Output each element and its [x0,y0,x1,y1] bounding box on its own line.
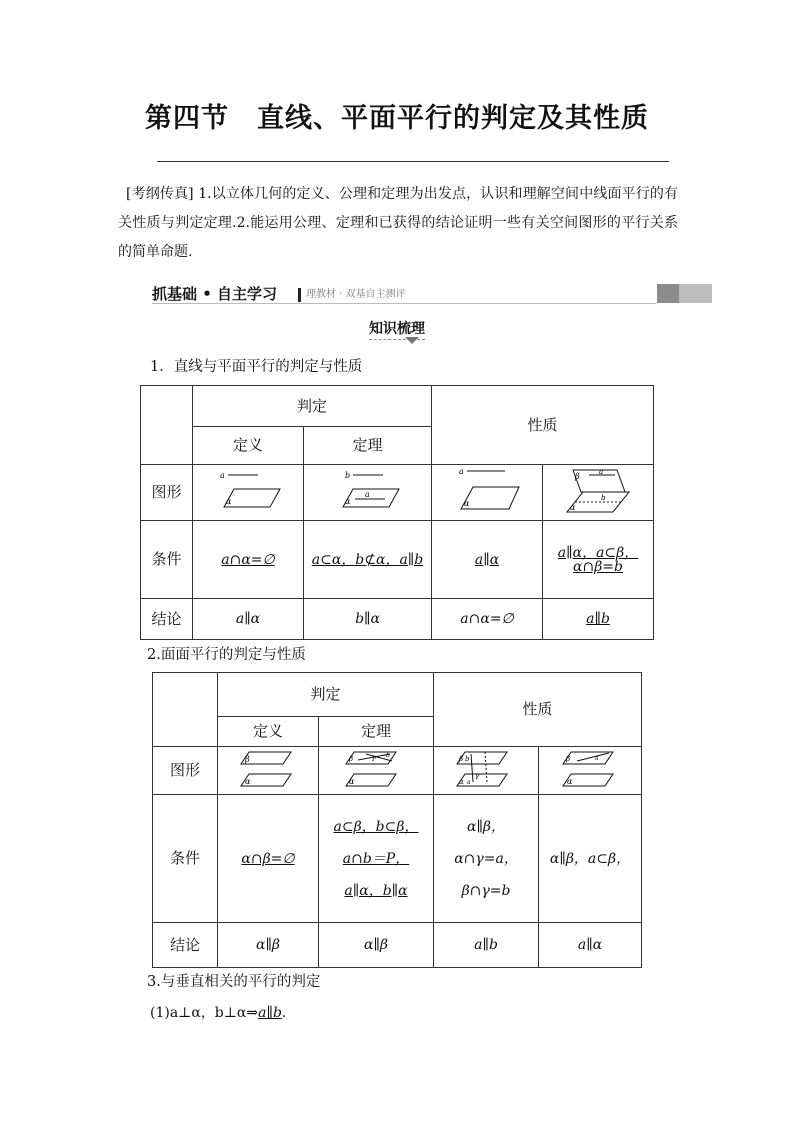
figure-plane-definition [218,747,319,795]
banner-separator [298,288,301,302]
svg-text:β: β [349,755,354,763]
item1-prefix: (1)a⊥α，b⊥α⇒ [150,1005,259,1021]
header-judge: 判定 [218,673,434,717]
section-heading-arrow [405,337,419,344]
table1-heading: 1．直线与平面平行的判定与性质 [150,359,363,375]
cond-property: a∥α，a⊂β， α∩β=b [543,521,654,599]
svg-text:a: a [220,471,225,480]
section-banner [152,284,712,304]
svg-text:α: α [459,778,464,786]
table2-heading: 2.面面平行的判定与性质 [147,647,306,663]
svg-text:β: β [575,472,580,481]
concl-disjoint: a∩α=∅ [432,599,543,640]
svg-text:γ: γ [475,772,480,780]
svg-text:b: b [344,471,350,480]
figure-plane-property-line [539,747,642,795]
section-heading: 知识梳理 [0,318,794,338]
concl-property: a∥b [543,599,654,640]
cond-definition: α∩β=∅ [218,795,319,923]
cond-theorem: a⊂α，b⊄α，a∥b [304,521,432,599]
svg-text:b: b [386,752,390,759]
title-divider [157,161,669,162]
svg-text:α: α [570,503,576,512]
svg-text:b: b [601,494,606,502]
plane-plane-table [152,672,642,968]
syllabus-paragraph [118,180,678,267]
syllabus-label: [考纲传真] [126,186,194,202]
row-label-figure: 图形 [141,465,193,521]
concl-theorem: b∥α [304,599,432,640]
svg-text:α: α [245,777,251,786]
svg-text:a: a [599,468,604,476]
svg-text:P: P [372,756,377,763]
svg-text:β: β [459,755,464,763]
cond-definition: a∩α=∅ [193,521,304,599]
cond-disjoint: a∥α [432,521,543,599]
corner-cell [141,386,193,465]
figure-line-disjoint-plane [432,465,543,521]
row-label-condition: 条件 [141,521,193,599]
section3-item1: (1)a⊥α，b⊥α⇒a∥b. [150,1005,287,1021]
row-label-conclusion: 结论 [153,923,218,968]
svg-text:b: b [465,755,470,763]
svg-text:α: α [226,497,232,506]
figure-plane-theorem [319,747,434,795]
header-theorem: 定理 [319,717,434,747]
row-label-condition: 条件 [153,795,218,923]
concl-theorem: α∥β [319,923,434,968]
header-definition: 定义 [218,717,319,747]
banner-subtitle: 理教材 · 双基自主测评 [306,289,406,300]
cond-property-line: α∥β，a⊂β， [539,795,642,923]
cond-theorem: a⊂β，b⊂β， a∩b＝P， a∥α，b∥α [319,795,434,923]
svg-text:β: β [245,755,250,764]
header-judge: 判定 [193,386,432,427]
banner-block-dark [657,284,679,303]
page-title: 第四节 直线、平面平行的判定及其性质 [145,103,649,134]
svg-text:β: β [566,755,571,763]
svg-text:a: a [595,755,599,762]
item1-answer: a∥b [258,1005,282,1021]
section3-heading: 3.与垂直相关的平行的判定 [147,974,321,990]
svg-text:a: a [467,779,471,786]
syllabus-text: 1.以立体几何的定义、公理和定理为出发点，认识和理解空间中线面平行的有关性质与判定定理.2.能运用公理、定理和已获得的结论证明一些有关空间图形的平行关系的简单命题. [118,186,679,260]
concl-property-gamma: a∥b [434,923,539,968]
figure-line-plane-property [543,465,654,521]
corner-cell [153,673,218,747]
cond-property-gamma: α∥β， α∩γ=a， β∩γ=b [434,795,539,923]
svg-text:α: α [349,777,355,786]
banner-block-light [679,284,712,303]
figure-line-plane-theorem [304,465,432,521]
row-label-figure: 图形 [153,747,218,795]
svg-text:α: α [567,777,573,786]
banner-title: 抓基础 • 自主学习 [152,285,278,303]
header-property: 性质 [432,386,654,465]
header-property: 性质 [434,673,642,747]
svg-text:α: α [344,497,350,506]
svg-text:a: a [459,467,464,476]
svg-text:α: α [464,499,470,508]
svg-text:a: a [364,490,370,499]
concl-property-line: a∥α [539,923,642,968]
figure-plane-property-gamma [434,747,539,795]
concl-definition: α∥β [218,923,319,968]
banner-underline [152,303,656,304]
header-definition: 定义 [193,427,304,465]
line-plane-table [140,385,654,640]
row-label-conclusion: 结论 [141,599,193,640]
header-theorem: 定理 [304,427,432,465]
figure-line-plane-definition [193,465,304,521]
concl-definition: a∥α [193,599,304,640]
